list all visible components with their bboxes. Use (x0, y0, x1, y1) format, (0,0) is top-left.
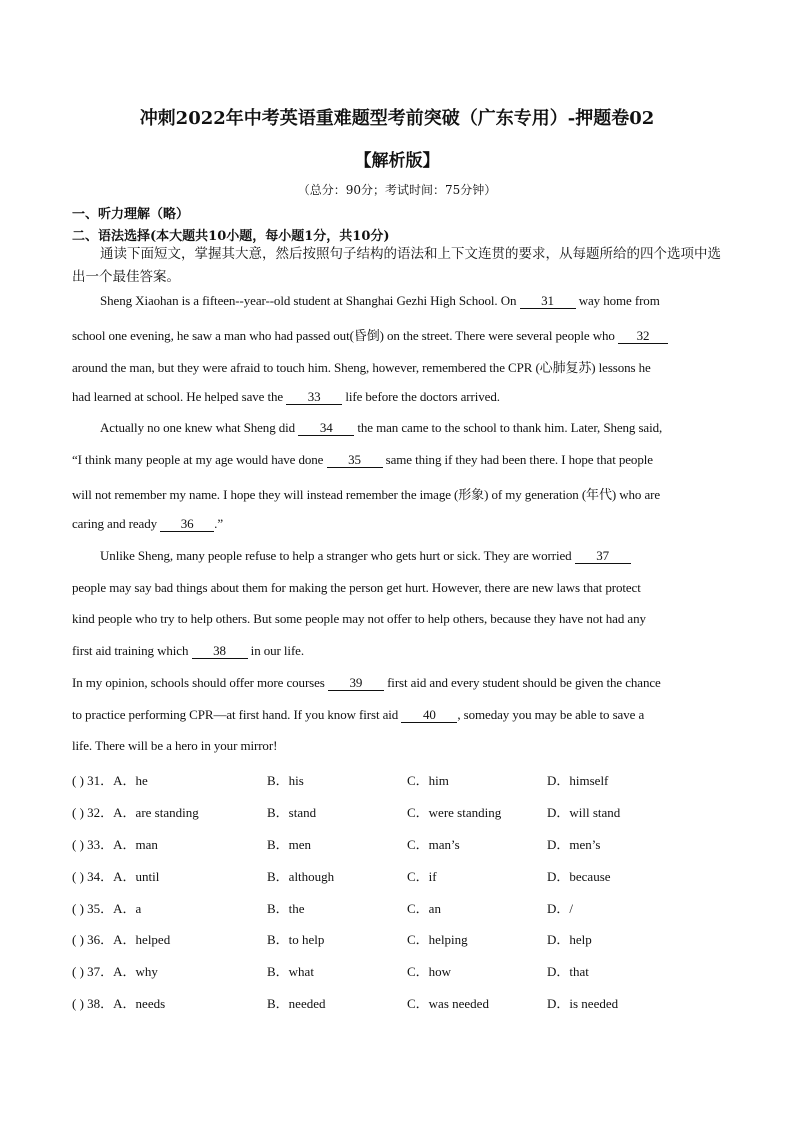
question-36-option-d[interactable]: D．help (547, 932, 592, 947)
passage-line: first aid training which 38 in our life. (72, 643, 304, 658)
passage-line: around the man, but they were afraid to touch him. Sheng, however, remembered the CPR (心肺复苏) lessons he (72, 360, 651, 375)
blank-37: 37 (575, 549, 631, 564)
blank-39: 39 (328, 676, 384, 691)
question-36-option-c[interactable]: C．helping (407, 932, 468, 947)
section-listening: 一、听力理解（略） (72, 207, 190, 222)
question-32-option-c[interactable]: C．were standing (407, 805, 502, 820)
question-33-option-c[interactable]: C．man’s (407, 837, 460, 852)
section-grammar: 二、语法选择(本大题共10小题，每小题1分，共10分) (72, 229, 390, 244)
question-32-option-b[interactable]: B．stand (267, 805, 317, 820)
question-31-option-b[interactable]: B．his (267, 773, 304, 788)
question-34-option-b[interactable]: B．although (267, 869, 335, 884)
question-37-option-a[interactable]: ( ) 37．A．why (72, 964, 158, 979)
passage-line: caring and ready 36 .” (72, 516, 223, 531)
passage-line: had learned at school. He helped save the 33 life before the doctors arrived. (72, 389, 500, 404)
question-37-option-d[interactable]: D．that (547, 964, 589, 979)
question-34-option-a[interactable]: ( ) 34．A．until (72, 869, 160, 884)
page-title: 冲刺2022年中考英语重难题型考前突破（广东专用）-押题卷02 (139, 108, 655, 129)
passage-line: Actually no one knew what Sheng did 34 the man came to the school to thank him. Later, Sheng said, (100, 420, 663, 435)
question-35-option-a[interactable]: ( ) 35．A．a (72, 901, 142, 916)
question-33-option-a[interactable]: ( ) 33．A．man (72, 837, 158, 852)
question-35-option-c[interactable]: C．an (407, 901, 441, 916)
blank-33: 33 (286, 390, 342, 405)
blank-35: 35 (327, 453, 383, 468)
question-38-option-d[interactable]: D．is needed (547, 996, 619, 1011)
question-32-option-a[interactable]: ( ) 32．A．are standing (72, 805, 199, 820)
passage-line: Sheng Xiaohan is a fifteen--year--old student at Shanghai Gezhi High School. On 31 way home from (100, 293, 660, 308)
question-31-option-c[interactable]: C．him (407, 773, 449, 788)
passage-line: kind people who try to help others. But some people may not offer to help others, because they have not had any (72, 611, 646, 626)
passage-line: In my opinion, schools should offer more courses 39 first aid and every student should be given the chance (72, 675, 661, 690)
question-36-option-b[interactable]: B．to help (267, 932, 325, 947)
blank-36: 36 (160, 517, 214, 532)
passage-line: people may say bad things about them for making the person get hurt. However, there are new laws that protect (72, 580, 641, 595)
passage-line: will not remember my name. I hope they will instead remember the image (形象) of my generation (年代) who are (72, 487, 661, 502)
question-38-option-c[interactable]: C．was needed (407, 996, 489, 1011)
passage-line: to practice performing CPR—at first hand. If you know first aid 40 , someday you may be able to save a (72, 707, 645, 722)
passage-line: life. There will be a hero in your mirror! (72, 738, 278, 753)
question-33-option-d[interactable]: D．men’s (547, 837, 601, 852)
question-37-option-b[interactable]: B．what (267, 964, 314, 979)
blank-31: 31 (520, 294, 576, 309)
question-31-option-d[interactable]: D．himself (547, 773, 609, 788)
question-34-option-c[interactable]: C．if (407, 869, 437, 884)
passage-line: Unlike Sheng, many people refuse to help a stranger who gets hurt or sick. They are worried 37 (100, 548, 631, 564)
question-38-option-b[interactable]: B．needed (267, 996, 326, 1011)
question-32-option-d[interactable]: D．will stand (547, 805, 621, 820)
passage-line: school one evening, he saw a man who had passed out(昏倒) on the street. There were several people who 32 (72, 325, 668, 344)
blank-34: 34 (298, 421, 354, 436)
page-subtitle: 【解析版】 (354, 151, 440, 171)
blank-32: 32 (618, 329, 668, 344)
blank-40: 40 (401, 708, 457, 723)
question-38-option-a[interactable]: ( ) 38．A．needs (72, 996, 166, 1011)
instruction-text: 通读下面短文，掌握其大意，然后按照句子结构的语法和上下文连贯的要求，从每题所给的四个选项中选出一个最佳答案。 (72, 246, 721, 285)
exam-meta: （总分：90分；考试时间：75分钟） (297, 183, 497, 197)
question-33-option-b[interactable]: B．men (267, 837, 312, 852)
question-37-option-c[interactable]: C．how (407, 964, 452, 979)
question-31-option-a[interactable]: ( ) 31．A．he (72, 773, 148, 788)
blank-38: 38 (192, 644, 248, 659)
question-36-option-a[interactable]: ( ) 36．A．helped (72, 932, 171, 947)
passage-line: “I think many people at my age would have done 35 same thing if they had been there. I hope that people (72, 452, 653, 467)
question-34-option-d[interactable]: D．because (547, 869, 611, 884)
question-35-option-d[interactable]: D．/ (547, 901, 574, 916)
question-35-option-b[interactable]: B．the (267, 901, 305, 916)
